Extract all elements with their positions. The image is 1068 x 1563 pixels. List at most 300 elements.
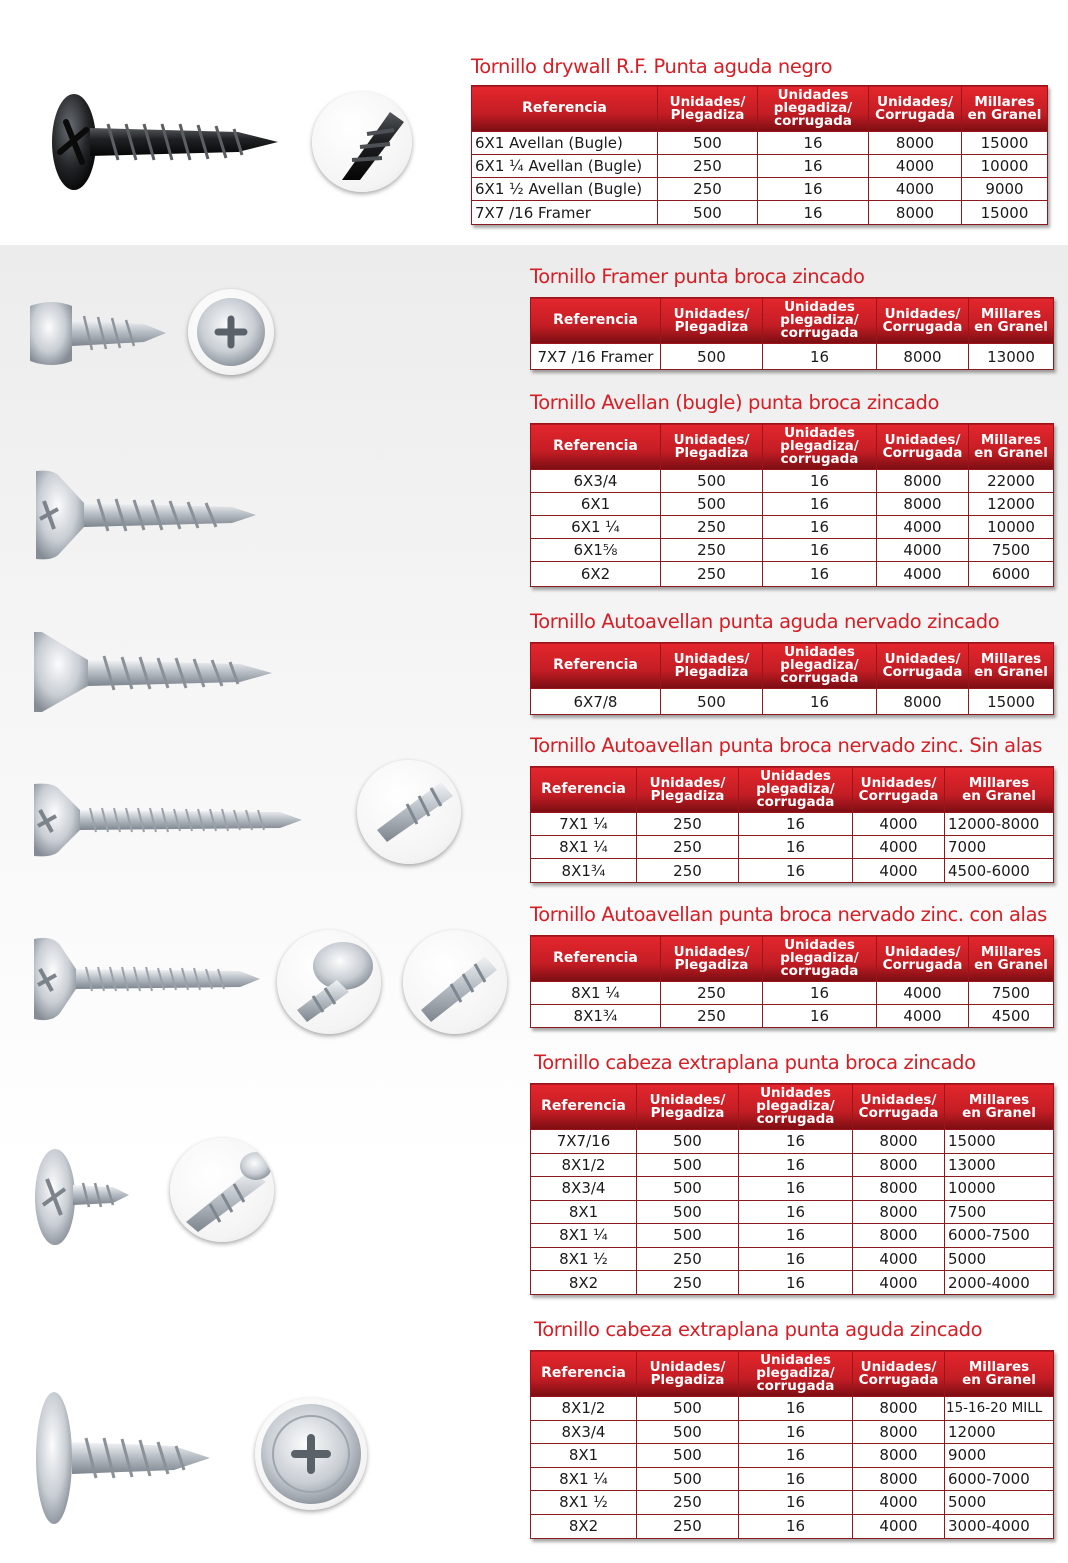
table-cell: 15-16-20 MILL bbox=[945, 1397, 1054, 1421]
bugle-drill-screw-image bbox=[32, 465, 262, 565]
header-unidades-plegadiza-corrugada bbox=[763, 643, 877, 689]
wings-head-closeup-image bbox=[277, 930, 381, 1034]
table-cell: 15000 bbox=[969, 689, 1054, 715]
table-cell: 5000 bbox=[945, 1491, 1054, 1515]
table-cell: 7000 bbox=[945, 836, 1054, 859]
table-cell: 16 bbox=[739, 1271, 853, 1295]
table-cell: 6X1 ½ Avellan (Bugle) bbox=[472, 178, 658, 201]
table-cell: 16 bbox=[739, 1444, 853, 1468]
header-unidades-plegadiza-corrugada bbox=[758, 86, 869, 132]
header-text-line: Unidades bbox=[784, 425, 855, 441]
table-cell: 4000 bbox=[877, 539, 969, 562]
table-row bbox=[531, 1177, 1054, 1201]
table-cell: 8X3/4 bbox=[531, 1420, 637, 1444]
header-referencia: Referencia bbox=[531, 1351, 637, 1397]
table-cell: 16 bbox=[763, 516, 877, 539]
header-text-line: corrugada bbox=[774, 113, 852, 129]
header-text-line: Millares bbox=[968, 1091, 1030, 1108]
header-text-line: Unidades/ bbox=[649, 1358, 726, 1375]
header-text-line: Plegadiza bbox=[650, 787, 725, 804]
table-cell: 500 bbox=[637, 1420, 739, 1444]
table-extraflat-sharp bbox=[530, 1350, 1054, 1539]
table-cell: 500 bbox=[661, 689, 763, 715]
table-cell: 6000-7000 bbox=[945, 1467, 1054, 1491]
header-text-line: corrugada bbox=[756, 794, 835, 810]
extraflat-sharp-head-closeup-image bbox=[255, 1398, 367, 1510]
header-unidades-plegadiza bbox=[637, 1351, 739, 1397]
header-text-line: Plegadiza bbox=[674, 663, 749, 680]
table-cell: 2000-4000 bbox=[945, 1271, 1054, 1295]
header-text-line: Millares bbox=[980, 943, 1042, 960]
table-cell: 16 bbox=[739, 1420, 853, 1444]
header-text-line: Unidades bbox=[760, 1352, 831, 1368]
table-cell: 4500-6000 bbox=[945, 859, 1054, 883]
table-cell: 500 bbox=[637, 1130, 739, 1154]
table-row bbox=[531, 1130, 1054, 1154]
section-title-framer: Tornillo Framer punta broca zincado bbox=[530, 265, 865, 288]
table-row bbox=[531, 813, 1054, 836]
table-cell: 8000 bbox=[877, 344, 969, 370]
header-text-line: Corrugada bbox=[882, 318, 963, 335]
table-cell: 8X1¾ bbox=[531, 859, 637, 883]
header-unidades-corrugada bbox=[877, 424, 969, 470]
header-text-line: Plegadiza bbox=[650, 1371, 725, 1388]
table-cell: 8X1/2 bbox=[531, 1153, 637, 1177]
table-cell: 8X1 ½ bbox=[531, 1247, 637, 1271]
table-cell: 4000 bbox=[853, 1491, 945, 1515]
table-cell: 12000 bbox=[945, 1420, 1054, 1444]
table-cell: 16 bbox=[739, 1177, 853, 1201]
header-unidades-corrugada bbox=[869, 86, 962, 132]
header-text-line: Corrugada bbox=[858, 787, 939, 804]
section-title-no-wings: Tornillo Autoavellan punta broca nervado zinc. Sin alas bbox=[530, 734, 1043, 757]
header-unidades-plegadiza bbox=[661, 424, 763, 470]
table-cell: 250 bbox=[661, 982, 763, 1005]
table-cell: 8000 bbox=[877, 470, 969, 493]
header-text-line: Corrugada bbox=[875, 106, 955, 123]
table-cell: 250 bbox=[637, 1514, 739, 1538]
header-text-line: Unidades/ bbox=[884, 943, 961, 960]
header-text-line: Plegadiza bbox=[670, 106, 745, 123]
table-cell: 13000 bbox=[945, 1153, 1054, 1177]
table-cell: 250 bbox=[637, 813, 739, 836]
table-cell: 10000 bbox=[945, 1177, 1054, 1201]
table-cell: 8X1/2 bbox=[531, 1397, 637, 1421]
table-cell: 16 bbox=[739, 1224, 853, 1248]
table-cell: 4000 bbox=[853, 836, 945, 859]
table-cell: 7X7/16 bbox=[531, 1130, 637, 1154]
table-cell: 4000 bbox=[853, 1514, 945, 1538]
no-wings-tip-closeup-image bbox=[357, 760, 461, 864]
header-text-line: Unidades/ bbox=[884, 650, 961, 667]
header-text-line: Unidades/ bbox=[860, 1358, 937, 1375]
section-title-bugle-drill: Tornillo Avellan (bugle) punta broca zincado bbox=[530, 391, 940, 414]
header-text-line: Unidades/ bbox=[860, 774, 937, 791]
header-text-line: en Granel bbox=[967, 106, 1042, 123]
header-unidades-corrugada bbox=[877, 298, 969, 344]
table-row bbox=[472, 132, 1048, 155]
table-row bbox=[531, 1444, 1054, 1468]
header-text-line: Unidades/ bbox=[649, 1091, 726, 1108]
header-text-line: Unidades/ bbox=[884, 305, 961, 322]
header-unidades-plegadiza-corrugada bbox=[763, 298, 877, 344]
header-text-line: Unidades/ bbox=[860, 1091, 937, 1108]
table-cell: 500 bbox=[637, 1200, 739, 1224]
header-text-line: Unidades bbox=[760, 768, 831, 784]
header-text-line: plegadiza/ bbox=[773, 100, 853, 116]
table-row bbox=[531, 344, 1054, 370]
header-text-line: en Granel bbox=[962, 1371, 1036, 1388]
table-cell: 16 bbox=[739, 1467, 853, 1491]
table-cell: 4000 bbox=[877, 562, 969, 587]
table-cell: 16 bbox=[739, 1153, 853, 1177]
header-millares-granel bbox=[969, 298, 1054, 344]
table-cell: 10000 bbox=[962, 155, 1048, 178]
header-unidades-plegadiza-corrugada bbox=[739, 767, 853, 813]
table-cell: 16 bbox=[763, 1005, 877, 1028]
table-cell: 16 bbox=[739, 1491, 853, 1515]
table-row bbox=[531, 1271, 1054, 1295]
header-text-line: corrugada bbox=[780, 963, 859, 979]
table-cell: 22000 bbox=[969, 470, 1054, 493]
header-unidades-plegadiza bbox=[637, 1084, 739, 1130]
wings-tip-closeup-image bbox=[403, 930, 507, 1034]
table-cell: 500 bbox=[637, 1467, 739, 1491]
header-text-line: plegadiza/ bbox=[780, 950, 859, 966]
table-cell: 8X1 bbox=[531, 1444, 637, 1468]
header-text-line: Plegadiza bbox=[674, 318, 749, 335]
table-cell: 6X2 bbox=[531, 562, 661, 587]
table-cell: 16 bbox=[758, 201, 869, 225]
table-cell: 8000 bbox=[853, 1153, 945, 1177]
table-row bbox=[472, 178, 1048, 201]
header-text-line: en Granel bbox=[974, 318, 1048, 335]
table-cell: 8000 bbox=[853, 1224, 945, 1248]
table-cell: 16 bbox=[758, 155, 869, 178]
table-drywall bbox=[471, 85, 1048, 225]
table-cell: 4000 bbox=[877, 982, 969, 1005]
table-cell: 8000 bbox=[869, 132, 962, 155]
header-text-line: corrugada bbox=[780, 451, 859, 467]
table-cell: 5000 bbox=[945, 1247, 1054, 1271]
table-cell: 8000 bbox=[853, 1467, 945, 1491]
table-cell: 8000 bbox=[853, 1177, 945, 1201]
header-unidades-corrugada bbox=[853, 1351, 945, 1397]
table-cell: 10000 bbox=[969, 516, 1054, 539]
table-cell: 250 bbox=[661, 1005, 763, 1028]
table-cell: 500 bbox=[661, 493, 763, 516]
header-unidades-plegadiza bbox=[661, 643, 763, 689]
table-cell: 8X2 bbox=[531, 1514, 637, 1538]
table-row bbox=[531, 516, 1054, 539]
table-cell: 8X1 ½ bbox=[531, 1491, 637, 1515]
table-row bbox=[531, 1200, 1054, 1224]
header-referencia: Referencia bbox=[531, 643, 661, 689]
table-cell: 4000 bbox=[877, 1005, 969, 1028]
table-cell: 250 bbox=[658, 178, 758, 201]
table-cell: 12000 bbox=[969, 493, 1054, 516]
autoavellan-drill-wings-image bbox=[30, 933, 265, 1025]
table-row bbox=[531, 1224, 1054, 1248]
table-cell: 500 bbox=[637, 1444, 739, 1468]
table-cell: 16 bbox=[739, 813, 853, 836]
header-unidades-corrugada bbox=[877, 643, 969, 689]
header-text-line: Corrugada bbox=[858, 1371, 939, 1388]
table-row bbox=[531, 1514, 1054, 1538]
table-cell: 15000 bbox=[962, 132, 1048, 155]
header-unidades-plegadiza bbox=[637, 767, 739, 813]
table-cell: 250 bbox=[661, 539, 763, 562]
table-cell: 7500 bbox=[969, 982, 1054, 1005]
table-cell: 16 bbox=[763, 982, 877, 1005]
table-cell: 8X1 ¼ bbox=[531, 1224, 637, 1248]
table-cell: 500 bbox=[637, 1153, 739, 1177]
table-cell: 16 bbox=[739, 859, 853, 883]
table-cell: 6X1 bbox=[531, 493, 661, 516]
table-cell: 8X1 ¼ bbox=[531, 1467, 637, 1491]
table-autoavellan-sharp bbox=[530, 642, 1054, 715]
table-cell: 16 bbox=[758, 132, 869, 155]
header-unidades-corrugada bbox=[853, 767, 945, 813]
table-cell: 6000-7500 bbox=[945, 1224, 1054, 1248]
header-text-line: Unidades/ bbox=[884, 431, 961, 448]
header-text-line: Millares bbox=[980, 431, 1042, 448]
table-cell: 7500 bbox=[969, 539, 1054, 562]
table-cell: 250 bbox=[637, 836, 739, 859]
table-row bbox=[531, 539, 1054, 562]
table-cell: 8000 bbox=[853, 1200, 945, 1224]
header-unidades-plegadiza-corrugada bbox=[739, 1351, 853, 1397]
table-cell: 8X1 bbox=[531, 1200, 637, 1224]
header-text-line: Millares bbox=[974, 93, 1035, 110]
table-cell: 500 bbox=[637, 1177, 739, 1201]
table-cell: 15000 bbox=[945, 1130, 1054, 1154]
header-text-line: Unidades/ bbox=[669, 93, 746, 110]
table-cell: 16 bbox=[763, 344, 877, 370]
header-text-line: Millares bbox=[968, 774, 1030, 791]
header-text-line: Plegadiza bbox=[674, 956, 749, 973]
header-referencia: Referencia bbox=[531, 1084, 637, 1130]
table-cell: 6X1 ¼ bbox=[531, 516, 661, 539]
table-cell: 500 bbox=[661, 470, 763, 493]
header-text-line: Corrugada bbox=[882, 444, 963, 461]
framer-head-closeup-image bbox=[188, 289, 274, 375]
header-text-line: corrugada bbox=[756, 1111, 835, 1127]
table-cell: 8000 bbox=[869, 201, 962, 225]
extraflat-drill-screw-image bbox=[33, 1145, 133, 1250]
header-unidades-plegadiza bbox=[658, 86, 758, 132]
header-text-line: Millares bbox=[980, 650, 1042, 667]
header-millares-granel bbox=[969, 936, 1054, 982]
table-cell: 16 bbox=[739, 1514, 853, 1538]
table-with-wings bbox=[530, 935, 1054, 1028]
table-row bbox=[531, 1005, 1054, 1028]
header-unidades-plegadiza bbox=[661, 298, 763, 344]
table-cell: 250 bbox=[658, 155, 758, 178]
table-cell: 8X2 bbox=[531, 1271, 637, 1295]
header-text-line: Plegadiza bbox=[650, 1104, 725, 1121]
table-row bbox=[531, 689, 1054, 715]
table-cell: 500 bbox=[658, 132, 758, 155]
table-row bbox=[531, 1247, 1054, 1271]
autoavellan-drill-no-wings-image bbox=[30, 780, 310, 860]
header-referencia: Referencia bbox=[531, 298, 661, 344]
table-cell: 250 bbox=[637, 1491, 739, 1515]
header-text-line: Unidades/ bbox=[673, 650, 750, 667]
table-cell: 500 bbox=[661, 344, 763, 370]
table-cell: 6X1⅝ bbox=[531, 539, 661, 562]
table-cell: 4000 bbox=[869, 178, 962, 201]
table-cell: 13000 bbox=[969, 344, 1054, 370]
table-row bbox=[531, 1420, 1054, 1444]
table-cell: 8X1 ¼ bbox=[531, 836, 637, 859]
header-text-line: Unidades/ bbox=[673, 431, 750, 448]
table-cell: 7X7 /16 Framer bbox=[472, 201, 658, 225]
section-title-extraflat-drill: Tornillo cabeza extraplana punta broca zincado bbox=[534, 1051, 976, 1074]
table-cell: 6X1 ¼ Avellan (Bugle) bbox=[472, 155, 658, 178]
table-row bbox=[531, 836, 1054, 859]
table-cell: 15000 bbox=[962, 201, 1048, 225]
header-text-line: Unidades bbox=[784, 937, 855, 953]
table-cell: 8000 bbox=[853, 1420, 945, 1444]
table-cell: 250 bbox=[637, 859, 739, 883]
drywall-screw-image bbox=[38, 82, 283, 202]
table-cell: 12000-8000 bbox=[945, 813, 1054, 836]
header-referencia: Referencia bbox=[531, 424, 661, 470]
table-cell: 4500 bbox=[969, 1005, 1054, 1028]
header-text-line: Unidades/ bbox=[673, 305, 750, 322]
table-cell: 16 bbox=[763, 493, 877, 516]
table-cell: 16 bbox=[763, 689, 877, 715]
header-unidades-plegadiza bbox=[661, 936, 763, 982]
header-text-line: en Granel bbox=[962, 787, 1036, 804]
header-text-line: plegadiza/ bbox=[756, 1365, 835, 1381]
table-cell: 6X7/8 bbox=[531, 689, 661, 715]
autoavellan-sharp-screw-image bbox=[30, 630, 275, 715]
header-text-line: plegadiza/ bbox=[780, 312, 859, 328]
table-cell: 16 bbox=[739, 1200, 853, 1224]
section-title-extraflat-sharp: Tornillo cabeza extraplana punta aguda zincado bbox=[534, 1318, 983, 1341]
table-cell: 6X1 Avellan (Bugle) bbox=[472, 132, 658, 155]
table-cell: 8000 bbox=[853, 1444, 945, 1468]
section-title-drywall: Tornillo drywall R.F. Punta aguda negro bbox=[471, 55, 833, 78]
drywall-tip-closeup-image bbox=[312, 92, 412, 192]
framer-screw-image bbox=[26, 296, 176, 371]
table-row bbox=[531, 859, 1054, 883]
table-cell: 8000 bbox=[877, 493, 969, 516]
table-cell: 4000 bbox=[853, 1271, 945, 1295]
table-cell: 250 bbox=[637, 1247, 739, 1271]
header-text-line: Unidades bbox=[760, 1085, 831, 1101]
table-cell: 4000 bbox=[853, 859, 945, 883]
header-text-line: en Granel bbox=[974, 444, 1048, 461]
table-cell: 3000-4000 bbox=[945, 1514, 1054, 1538]
header-referencia: Referencia bbox=[531, 767, 637, 813]
header-text-line: Millares bbox=[968, 1358, 1030, 1375]
header-text-line: Corrugada bbox=[882, 956, 963, 973]
header-text-line: plegadiza/ bbox=[756, 781, 835, 797]
table-row bbox=[531, 1397, 1054, 1421]
table-cell: 4000 bbox=[853, 1247, 945, 1271]
table-row bbox=[472, 201, 1048, 225]
header-text-line: Unidades/ bbox=[649, 774, 726, 791]
table-row bbox=[531, 562, 1054, 587]
table-cell: 8X1 ¼ bbox=[531, 982, 661, 1005]
table-extraflat-drill bbox=[530, 1083, 1054, 1295]
table-cell: 9000 bbox=[945, 1444, 1054, 1468]
table-cell: 500 bbox=[637, 1224, 739, 1248]
header-text-line: plegadiza/ bbox=[780, 657, 859, 673]
table-cell: 16 bbox=[739, 1397, 853, 1421]
header-unidades-plegadiza-corrugada bbox=[763, 424, 877, 470]
table-cell: 16 bbox=[763, 470, 877, 493]
table-cell: 4000 bbox=[853, 813, 945, 836]
table-framer bbox=[530, 297, 1054, 370]
header-text-line: corrugada bbox=[756, 1378, 835, 1394]
header-millares-granel bbox=[962, 86, 1048, 132]
table-cell: 6X3/4 bbox=[531, 470, 661, 493]
header-referencia: Referencia bbox=[531, 936, 661, 982]
table-row bbox=[531, 470, 1054, 493]
table-cell: 7500 bbox=[945, 1200, 1054, 1224]
header-referencia: Referencia bbox=[472, 86, 658, 132]
section-title-with-wings: Tornillo Autoavellan punta broca nervado zinc. con alas bbox=[530, 903, 1047, 926]
table-cell: 500 bbox=[658, 201, 758, 225]
table-cell: 8000 bbox=[877, 689, 969, 715]
header-unidades-corrugada bbox=[853, 1084, 945, 1130]
header-text-line: Unidades bbox=[784, 644, 855, 660]
header-text-line: Unidades/ bbox=[877, 93, 953, 110]
table-cell: 16 bbox=[763, 562, 877, 587]
table-row bbox=[472, 155, 1048, 178]
header-millares-granel bbox=[945, 1351, 1054, 1397]
header-text-line: Corrugada bbox=[858, 1104, 939, 1121]
table-no-wings bbox=[530, 766, 1054, 883]
header-text-line: Unidades/ bbox=[673, 943, 750, 960]
table-cell: 250 bbox=[661, 516, 763, 539]
table-row bbox=[531, 1467, 1054, 1491]
header-text-line: Plegadiza bbox=[674, 444, 749, 461]
table-cell: 16 bbox=[739, 1247, 853, 1271]
header-millares-granel bbox=[969, 643, 1054, 689]
header-unidades-plegadiza-corrugada bbox=[763, 936, 877, 982]
header-millares-granel bbox=[945, 1084, 1054, 1130]
table-row bbox=[531, 1491, 1054, 1515]
table-cell: 16 bbox=[739, 1130, 853, 1154]
header-text-line: en Granel bbox=[962, 1104, 1036, 1121]
table-cell: 16 bbox=[739, 836, 853, 859]
table-cell: 8000 bbox=[853, 1397, 945, 1421]
header-text-line: Unidades bbox=[784, 299, 855, 315]
header-text-line: Millares bbox=[980, 305, 1042, 322]
table-cell: 7X7 /16 Framer bbox=[531, 344, 661, 370]
header-text-line: en Granel bbox=[974, 663, 1048, 680]
extraflat-sharp-screw-image bbox=[34, 1388, 214, 1528]
extraflat-drill-closeup-image bbox=[170, 1138, 274, 1242]
table-row bbox=[531, 1153, 1054, 1177]
table-cell: 9000 bbox=[962, 178, 1048, 201]
header-millares-granel bbox=[945, 767, 1054, 813]
table-row bbox=[531, 982, 1054, 1005]
table-cell: 4000 bbox=[877, 516, 969, 539]
table-cell: 8X3/4 bbox=[531, 1177, 637, 1201]
header-text-line: corrugada bbox=[780, 670, 859, 686]
header-text-line: plegadiza/ bbox=[780, 438, 859, 454]
table-cell: 4000 bbox=[869, 155, 962, 178]
table-cell: 8000 bbox=[853, 1130, 945, 1154]
header-text-line: corrugada bbox=[780, 325, 859, 341]
table-cell: 16 bbox=[763, 539, 877, 562]
